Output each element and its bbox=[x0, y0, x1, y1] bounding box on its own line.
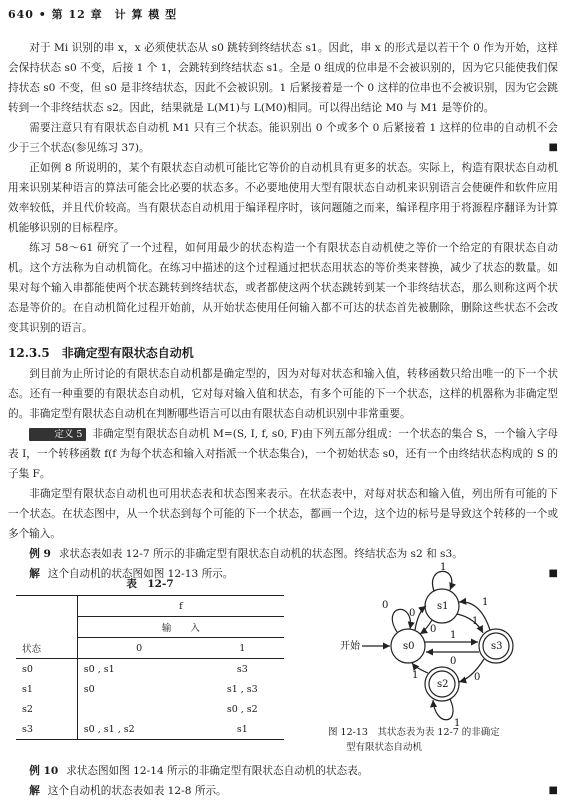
figure-caption bbox=[328, 725, 558, 755]
label-s0: s0 bbox=[403, 641, 415, 652]
solution-9-text: 这个自动机的状态图如图 12-13 所示。 bbox=[47, 568, 234, 580]
chapter-title: 第 12 章 计 算 模 型 bbox=[51, 8, 178, 21]
example-10 bbox=[8, 761, 558, 781]
edge-label-s1-s3: 1 bbox=[472, 616, 479, 627]
example-9-label: 例 9 bbox=[29, 548, 51, 560]
row-cell-1: s1 , s3 bbox=[226, 683, 258, 695]
row-state: s0 bbox=[16, 659, 77, 680]
table-row bbox=[16, 659, 284, 680]
section-title: 12.3.5 非确定型有限状态自动机 bbox=[8, 346, 194, 360]
solution-10-label: 解 bbox=[29, 785, 40, 797]
edge-label-s0-s3: 1 bbox=[450, 630, 457, 641]
row-cell-0 bbox=[77, 699, 200, 719]
label-s2: s2 bbox=[437, 679, 449, 690]
row-cell-0: s0 bbox=[83, 683, 95, 695]
page-number: 640 bbox=[8, 8, 34, 21]
example-10-text: 求状态图如图 12-14 所示的非确定型有限状态自动机的状态表。 bbox=[66, 765, 369, 777]
qed-mark: ■ bbox=[548, 568, 558, 579]
bottom-text bbox=[8, 761, 558, 801]
row-state: s2 bbox=[16, 699, 77, 719]
col-header-1: 1 bbox=[201, 638, 284, 659]
loop-s2 bbox=[433, 699, 453, 720]
qed-mark: ■ bbox=[548, 142, 558, 153]
edge-label-s0-s1: 0 bbox=[409, 608, 416, 619]
solution-9-label: 解 bbox=[29, 568, 40, 580]
f-header: f bbox=[77, 596, 284, 617]
solution-10 bbox=[8, 781, 558, 801]
solution-10-text: 这个自动机的状态表如表 12-8 所示。 bbox=[47, 785, 227, 797]
table-row bbox=[16, 719, 284, 740]
state-diagram-12-13 bbox=[300, 560, 560, 730]
edge-label-s3-s2: 0 bbox=[474, 672, 481, 683]
start-label: 开始 bbox=[340, 641, 360, 652]
paragraph-3: 正如例 8 所说明的，某个有限状态自动机可能比它等价的自动机具有更多的状态。实际上，构造有限状态自动机用来识别某种语言的算法可能会比必要的状态多。不必要地使用大型有限状态自动机来识别语言会使硬件和软件应用效率较低，并且代价较高。当有限状态自动机用于编译程序时，该问题随之而来，编译程序用于将源程序翻译为计算机能够识别的目标程序。 bbox=[8, 162, 558, 234]
table-corner bbox=[16, 596, 77, 617]
definition-label: 定义 5 bbox=[29, 428, 86, 441]
state-table-12-7 bbox=[16, 576, 284, 740]
col-header-0: 0 bbox=[77, 638, 200, 659]
edge-label-s3-s1: 1 bbox=[482, 597, 489, 608]
edge-s1-s3 bbox=[457, 614, 483, 633]
paragraph-2-text: 需要注意只有有限状态自动机 M1 只有三个状态。能识别出 0 个或多个 0 后紧接着 1 这样的位串的自动机不会少于三个状态(参见练习 37)。 bbox=[8, 122, 558, 154]
row-state: s1 bbox=[16, 679, 77, 699]
state-header: 状态 bbox=[16, 638, 77, 659]
page-header: 640 • 第 12 章 计 算 模 型 bbox=[8, 8, 178, 21]
row-cell-1: s0 , s2 bbox=[226, 703, 258, 715]
edge-label-s0-loop: 0 bbox=[382, 600, 389, 611]
main-text bbox=[8, 38, 558, 584]
input-header: 输 入 bbox=[77, 617, 284, 638]
table-blank bbox=[16, 617, 77, 638]
row-cell-0: s0 , s1 , s2 bbox=[77, 719, 200, 740]
table-title: 表 12-7 bbox=[126, 578, 174, 590]
state-table bbox=[16, 595, 284, 740]
caption-line-1: 图 12-13 其状态表为表 12-7 的非确定 bbox=[328, 727, 500, 738]
paragraph-1: 对于 Mi 识别的串 x，x 必须使状态从 s0 跳转到终结状态 s1。因此，串 x 的形式是以若干个 0 作为开始，这样会保持状态 s0 不变，后接 1 个 1，会跳转到终结状态 s1。全是 0 组成的位串是不会被识别的，因为它只能使我们保持状态 s0 不变，但 s0 是非终结状态，因此不会被识别。1 后紧接着是一个 0 这样的位串也不会被识别，因为它会跳转到一个非终结状态 s2。因此，结果就是 L(M1)与 L(M0)相同。可以得出结论 M0 与 M1 是等价的。 bbox=[8, 42, 558, 114]
edge-label-s1-s0: 0 bbox=[430, 624, 437, 635]
edge-label-s2-s0: 1 bbox=[412, 670, 419, 681]
paragraph-2 bbox=[8, 118, 558, 158]
edge-s0-s1 bbox=[415, 606, 426, 630]
qed-mark: ■ bbox=[548, 785, 558, 796]
label-s1: s1 bbox=[437, 601, 449, 612]
paragraph-5: 到目前为止所讨论的有限状态自动机都是确定型的，因为对每对状态和输入值，转移函数只给出唯一的下一个状态。还有一种重要的有限状态自动机，它对每对输入值和状态，有多个可能的下一个状态，这样的机器称为非确定型的。非确定型有限状态自动机在判断哪些语言可以由有限状态自动机识别中非常重要。 bbox=[8, 368, 558, 420]
paragraph-4: 练习 58～61 研究了一个过程，如何用最少的状态构造一个有限状态自动机使之等价一个给定的有限状态自动机。这个方法称为自动机简化。在练习中描述的这个过程通过把状态用状态的等价类来替换，减少了状态的数量。如果对每个输入串都能使两个状态跳转到终结状态，或者都使这两个状态跳转到某一个非终结状态，那么则称这两个状态是等价的。在自动机简化过程开始前，从开始状态使用任何输入都不可达的状态首先被删除，删除这些状态不会改变其识别的语言。 bbox=[8, 242, 558, 334]
definition bbox=[8, 424, 558, 484]
caption-line-2: 型有限状态自动机 bbox=[346, 742, 423, 753]
loop-s1 bbox=[433, 571, 452, 591]
edge-label-s2-loop: 1 bbox=[454, 718, 461, 729]
row-cell-1: s3 bbox=[236, 663, 248, 675]
edge-label-s1-loop: 1 bbox=[440, 562, 447, 573]
table-row bbox=[16, 699, 284, 719]
table-row bbox=[16, 679, 284, 699]
edge-label-s3-s0: 0 bbox=[450, 656, 457, 667]
label-s3: s3 bbox=[491, 641, 503, 652]
example-9-text: 求状态表如表 12-7 所示的非确定型有限状态自动机的状态图。终结状态为 s2 和 s3。 bbox=[58, 548, 463, 560]
paragraph-6: 非确定型有限状态自动机也可用状态表和状态图来表示。在状态表中，对每对状态和输入值，列出所有可能的下一个状态。在状态图中，从一个状态到每个可能的下一个状态，都画一个边，这个边的标号是导致这个转移的一个或多个输入。 bbox=[8, 488, 558, 540]
definition-text: 非确定型有限状态自动机 M=(S, I, f, s0, F)由下列五部分组成：一个状态的集合 S，一个输入字母表 I，一个转移函数 f(f 为每个状态和输入对指派一个状态集合)，一个初始状态 s0，还有一个由终结状态构成的 S 的子集 F。 bbox=[8, 428, 558, 480]
example-10-label: 例 10 bbox=[29, 765, 59, 777]
row-state: s3 bbox=[16, 719, 77, 740]
row-cell-1: s1 bbox=[201, 719, 284, 740]
row-cell-0: s0 , s1 bbox=[83, 663, 115, 675]
